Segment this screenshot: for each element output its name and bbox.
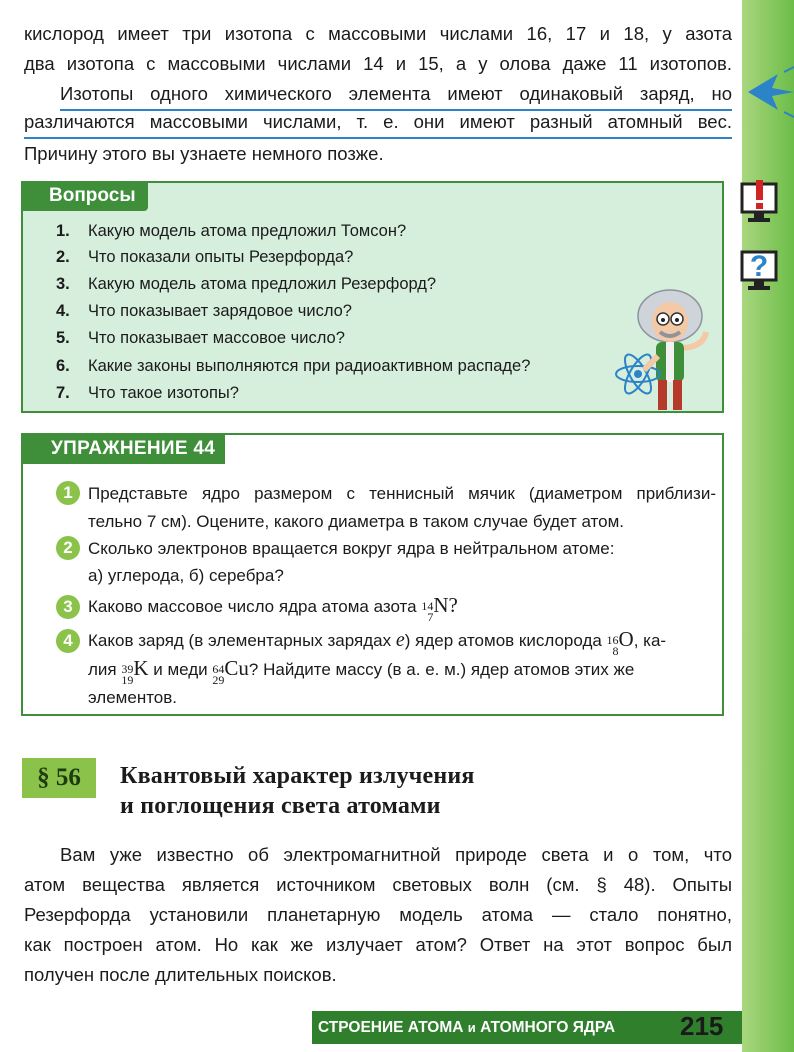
list-item: 1. Какую модель атома предложил Томсон? bbox=[56, 222, 407, 240]
text-line: получен после длительных поисков. bbox=[24, 964, 337, 985]
key-statement bbox=[24, 79, 732, 139]
isotope-nitrogen: 14 7 N bbox=[421, 593, 449, 624]
exercise-number-badge: 2 bbox=[56, 536, 80, 560]
intro-paragraph bbox=[24, 19, 732, 79]
list-item: 2. Что показали опыты Резерфорда? bbox=[56, 248, 354, 266]
list-item: 6. Какие законы выполняются при радиоактивном распаде? bbox=[56, 357, 531, 375]
exercise-line: Каково массовое число ядра атома азота 14 7 N? bbox=[88, 593, 458, 624]
questions-title: Вопросы bbox=[21, 181, 148, 211]
exercise-line: Каков заряд (в элементарных зарядах e) ядер атомов кислорода 16 8 O, ка- bbox=[88, 627, 667, 658]
exercise-title: УПРАЖНЕНИЕ 44 bbox=[21, 433, 225, 464]
text-line: два изотопа с массовыми числами 14 и 15, а у олова даже 11 изотопов. bbox=[24, 53, 732, 74]
exclamation-monitor-icon bbox=[740, 178, 780, 224]
text-line: Причину этого вы узнаете немного позже. bbox=[24, 143, 384, 164]
list-item: 5. Что показывает массовое число? bbox=[56, 329, 345, 347]
list-item: 3. Какую модель атома предложил Резерфорд? bbox=[56, 275, 437, 293]
exercise-number-badge: 4 bbox=[56, 629, 80, 653]
list-item: 4. Что показывает зарядовое число? bbox=[56, 302, 352, 320]
exercise-line: Сколько электронов вращается вокруг ядра в нейтральном атоме: bbox=[88, 539, 615, 558]
exercise-line: элементов. bbox=[88, 688, 178, 707]
important-arrow-icon bbox=[744, 64, 794, 120]
exercise-line: а) углерода, б) серебра? bbox=[88, 566, 284, 585]
text-line: Резерфорда установили планетарную модель атома — стало понятно, bbox=[24, 904, 732, 925]
scientist-illustration bbox=[608, 282, 720, 412]
page-number: 215 bbox=[680, 1011, 724, 1041]
highlight-line: Изотопы одного химического элемента имеют одинаковый заряд, но bbox=[60, 79, 732, 111]
text-line: как построен атом. Но как же излучает атом? Ответ на этот вопрос был bbox=[24, 934, 732, 955]
isotope-oxygen: 16 8 O bbox=[606, 627, 634, 658]
section-title: и поглощения света атомами bbox=[120, 793, 441, 819]
footer-chapter-title: СТРОЕНИЕ АТОМА и АТОМНОГО ЯДРА bbox=[318, 1019, 616, 1036]
highlight-line: различаются массовыми числами, т. е. они имеют разный атомный вес. bbox=[24, 107, 732, 139]
page-side-strip bbox=[742, 0, 794, 1052]
svg-text:?: ? bbox=[749, 250, 769, 283]
exercise-line: тельно 7 см). Оцените, какого диаметра в таком случае будет атом. bbox=[88, 512, 624, 531]
text-line: Вам уже известно об электромагнитной природе света и о том, что bbox=[60, 844, 732, 865]
body-paragraph bbox=[24, 840, 732, 990]
list-item: 7. Что такое изотопы? bbox=[56, 384, 239, 402]
exercise-number-badge: 1 bbox=[56, 481, 80, 505]
text-line: кислород имеет три изотопа с массовыми числами 16, 17 и 18, у азота bbox=[24, 23, 732, 44]
exercise-line: Представьте ядро размером с теннисный мячик (диаметром приблизи- bbox=[88, 484, 716, 503]
text-line: атом вещества является источником световых волн (см. § 48). Опыты bbox=[24, 874, 732, 895]
section-number: § 56 bbox=[22, 758, 96, 798]
exercise-number-badge: 3 bbox=[56, 595, 80, 619]
intro-tail bbox=[24, 139, 732, 169]
exercise-line: лия 39 19 K и меди 64 29 Cu? Найдите массу (в а. е. м.) ядер атомов этих же bbox=[88, 656, 635, 687]
section-title: Квантовый характер излучения bbox=[120, 763, 475, 789]
question-monitor-icon bbox=[740, 246, 780, 292]
isotope-potassium: 39 19 K bbox=[121, 656, 149, 687]
isotope-copper: 64 29 Cu bbox=[212, 656, 249, 687]
